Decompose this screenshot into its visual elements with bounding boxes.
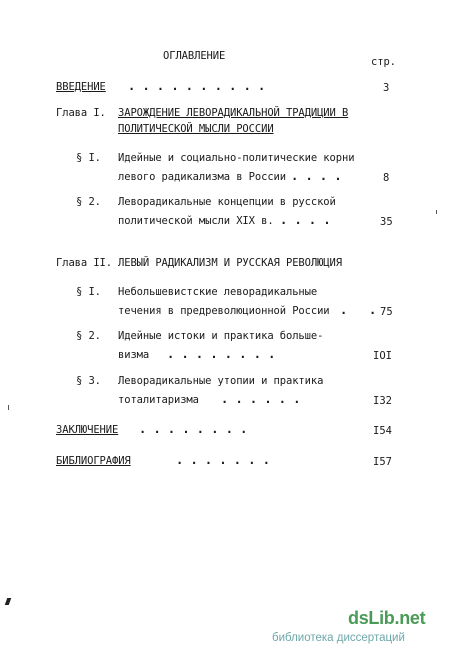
toc-bibliography-label: БИБЛИОГРАФИЯ xyxy=(56,455,131,467)
toc-ch2-s2-line2: визма xyxy=(118,349,150,361)
toc-ch1-title-line1: ЗАРОЖДЕНИЕ ЛЕВОРАДИКАЛЬНОЙ ТРАДИЦИИ В xyxy=(118,107,349,119)
toc-ch2-s2-page: IOI xyxy=(373,350,392,362)
scan-speck xyxy=(8,405,9,410)
toc-ch2-s1-leader2: . xyxy=(369,303,377,317)
toc-ch2-label: Глава II. xyxy=(56,257,112,269)
toc-ch1-s1-page: 8 xyxy=(383,172,390,184)
toc-ch1-title-line2: ПОЛИТИЧЕСКОЙ МЫСЛИ РОССИИ xyxy=(118,123,274,135)
toc-ch2-s1-page: 75 xyxy=(380,306,393,318)
toc-ch2-s2-num: § 2. xyxy=(76,330,101,342)
toc-ch1-s2-line1: Леворадикальные концепции в русской xyxy=(118,196,336,208)
toc-ch1-s2-num: § 2. xyxy=(76,196,101,208)
toc-ch1-s2-page: 35 xyxy=(380,216,393,228)
toc-bibliography-leader: . . . . . . . xyxy=(176,453,270,467)
toc-ch1-s1-num: § I. xyxy=(76,152,101,164)
toc-ch1-s2-leader: . . . . xyxy=(280,213,331,227)
toc-ch2-s3-page: I32 xyxy=(373,395,392,407)
toc-bibliography-page: I57 xyxy=(373,456,392,468)
toc-title: ОГЛАВЛЕНИЕ xyxy=(163,50,226,62)
toc-intro-label: ВВЕДЕНИЕ xyxy=(56,81,106,93)
scan-mark xyxy=(5,598,12,605)
page-column-header: стр. xyxy=(371,56,396,68)
toc-ch2-s2-line1: Идейные истоки и практика больше- xyxy=(118,330,324,342)
toc-ch1-s1-line2: левого радикализма в России xyxy=(118,171,286,183)
toc-intro-page: 3 xyxy=(383,82,390,94)
toc-ch2-s1-leader: . xyxy=(340,303,348,317)
toc-ch2-s3-num: § 3. xyxy=(76,375,101,387)
toc-ch2-s3-line2: тоталитаризма xyxy=(118,394,199,406)
toc-conclusion-label: ЗАКЛЮЧЕНИЕ xyxy=(56,424,119,436)
toc-ch1-s1-line1: Идейные и социально-политические корни xyxy=(118,152,355,164)
toc-ch2-s3-leader: . . . . . . xyxy=(221,392,301,406)
watermark-subtitle: библиотека диссертаций xyxy=(272,632,405,644)
toc-conclusion-page: I54 xyxy=(373,425,392,437)
toc-ch2-title: ЛЕВЫЙ РАДИКАЛИЗМ И РУССКАЯ РЕВОЛЮЦИЯ xyxy=(118,257,342,269)
toc-ch1-s1-leader: . . . . xyxy=(291,169,342,183)
toc-ch2-s1-line2: течения в предреволюционной России xyxy=(118,305,330,317)
toc-ch2-s1-line1: Небольшевистские леворадикальные xyxy=(118,286,318,298)
toc-ch2-s3-line1: Леворадикальные утопии и практика xyxy=(118,375,324,387)
toc-conclusion-leader: . . . . . . . . xyxy=(139,422,248,436)
watermark-logo: dsLib.net xyxy=(348,608,426,628)
toc-intro-leader: . . . . . . . . . . xyxy=(128,79,266,93)
scan-speck xyxy=(436,210,437,214)
toc-ch1-s2-line2: политической мысли XIX в. xyxy=(118,215,274,227)
toc-ch2-s2-leader: . . . . . . . . xyxy=(167,347,276,361)
toc-ch1-label: Глава I. xyxy=(56,107,106,119)
toc-ch2-s1-num: § I. xyxy=(76,286,101,298)
